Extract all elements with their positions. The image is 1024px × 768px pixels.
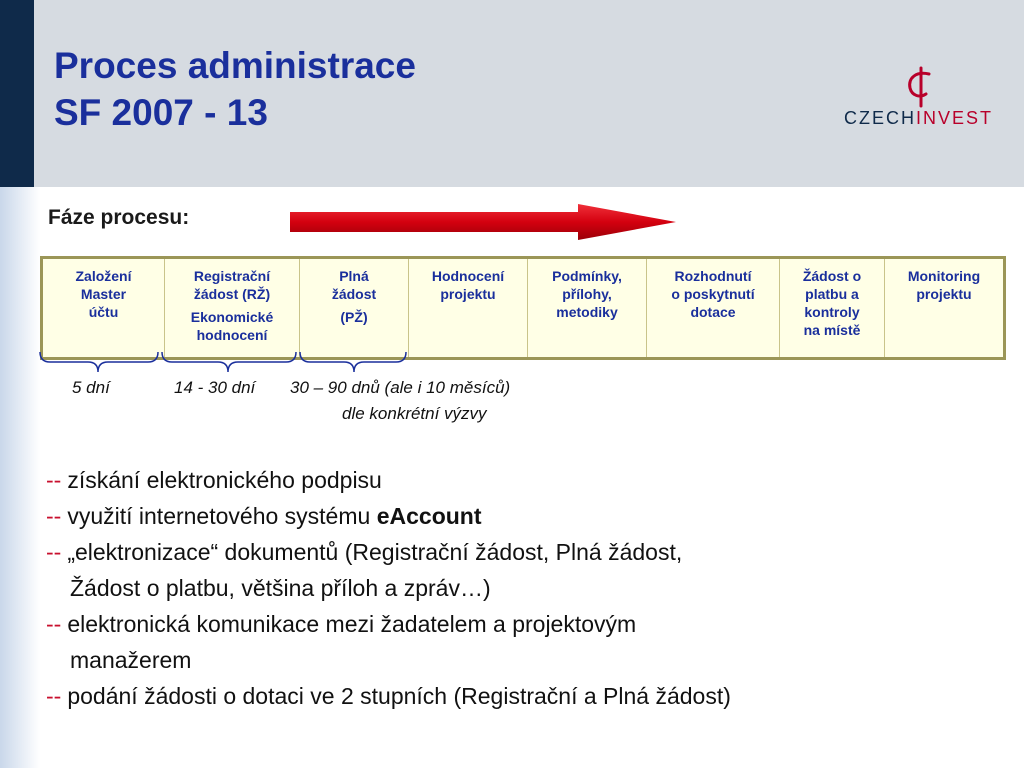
bullet-electronic-signature: -- získání elektronického podpisu [46,467,382,493]
brace-registration [162,352,296,372]
bullet-list [46,462,1006,714]
title-line-1: Proces administrace [54,45,416,86]
process-phase-label: Fáze procesu: [48,206,190,229]
phases-row [42,258,1005,359]
bullet-electronization-cont: Žádost o platbu, většina příloh a zpráv…) [70,575,491,601]
left-accent-bar [0,0,34,187]
bullet-electronic-communication: -- elektronická komunikace mezi žadatelem a projektovým [46,611,637,637]
bullet-electronic-communication-cont: manažerem [70,647,192,673]
phase-project-monitoring: Monitoring projektu [885,258,1005,359]
phase-project-evaluation: Hodnocení projektu [409,258,528,359]
process-phases-table [40,256,1006,360]
logo-mark-icon [902,66,942,110]
slide-title [54,42,416,136]
duration-full-request-line2: dle konkrétní výzvy [342,404,487,423]
czechinvest-logo [844,66,1000,126]
left-gradient-strip [0,187,40,768]
process-arrow-icon [290,204,680,240]
phase-master-account: Založení Master účtu [42,258,165,359]
duration-braces [36,350,416,380]
logo-word-invest: INVEST [916,108,994,128]
brace-full-request [300,352,406,372]
phase-grant-decision: Rozhodnutí o poskytnutí dotace [647,258,780,359]
bullet-electronization: -- „elektronizace“ dokumentů (Registrační žádost, Plná žádost, [46,539,683,565]
title-line-2: SF 2007 - 13 [54,92,268,133]
brace-master-account [40,352,158,372]
logo-wordmark [844,108,993,129]
eaccount-term: eAccount [376,503,482,529]
phase-payment-request: Žádost o platbu a kontroly na místě [780,258,885,359]
duration-registration: 14 - 30 dní [174,378,256,397]
duration-master-account: 5 dní [72,378,110,397]
phase-full-request: Plná žádost (PŽ) [300,258,409,359]
duration-full-request-line1: 30 – 90 dnů (ale i 10 měsíců) [290,378,511,397]
phase-conditions: Podmínky, přílohy, metodiky [528,258,647,359]
bullet-two-stage-submission: -- podání žádosti o dotaci ve 2 stupních (Registrační a Plná žádost) [46,683,731,709]
phase-registration-request: Registrační žádost (RŽ) Ekonomické hodnocení [165,258,300,359]
bullet-eaccount: -- využití internetového systému eAccount [46,503,482,529]
logo-word-czech: CZECH [844,108,916,128]
